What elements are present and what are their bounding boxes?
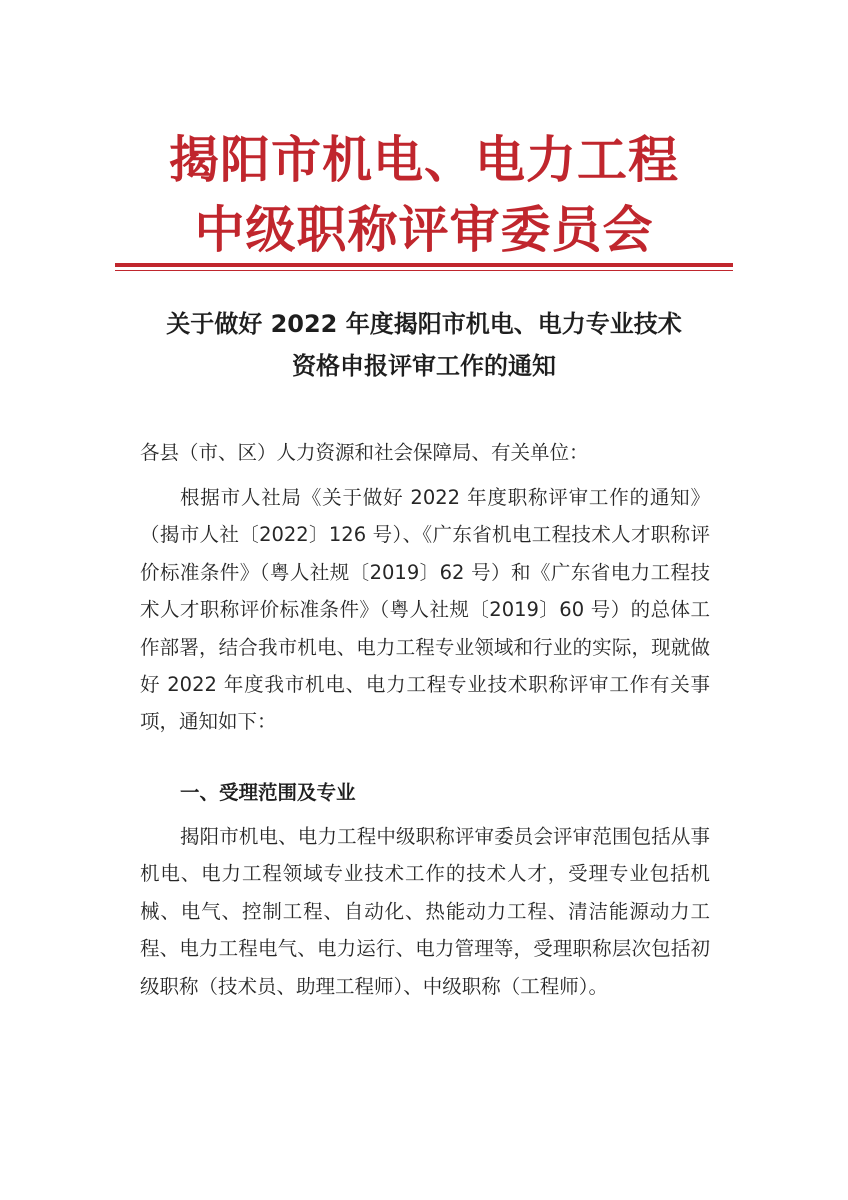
addressee-line: 各县（市、区）人力资源和社会保障局、有关单位： — [140, 441, 589, 464]
notice-title-line-2: 资格申报评审工作的通知 — [292, 352, 556, 380]
scope-paragraph: 揭阳市机电、电力工程中级职称评审委员会评审范围包括从事机电、电力工程领域专业技术工作的技术人才，受理专业包括机械、电气、控制工程、自动化、热能动力工程、清洁能源动力工程、电力工程电气、电力运行、电力管理等，受理职称层次包括初级职称（技术员、助理工程师）、中级职称（工程师）。 — [140, 825, 710, 998]
committee-title-line-2: 中级职称评审委员会 — [194, 200, 654, 259]
intro-paragraph: 根据市人社局《关于做好 2022 年度职称评审工作的通知》（揭市人社〔2022〕126 号）、《广东省机电工程技术人才职称评价标准条件》（粤人社规〔2019〕62 号）和《广东省电力工程技术人才职称评价标准条件》（粤人社规〔2019〕60 号）的总体工作部署，结合我市机电、电力工程专业领域和行业的实际，现就做好 2022 年度我市机电、电力工程专业技术职称评审工作有关事项，通知如下： — [140, 486, 710, 734]
red-divider-thick — [115, 263, 733, 267]
section-heading-scope: 一、受理范围及专业 — [180, 781, 356, 804]
committee-title-line-1: 揭阳市机电、电力工程 — [169, 130, 679, 189]
notice-title-line-1: 关于做好 2022 年度揭阳市机电、电力专业技术 — [166, 310, 682, 338]
red-divider-thin — [115, 270, 733, 271]
